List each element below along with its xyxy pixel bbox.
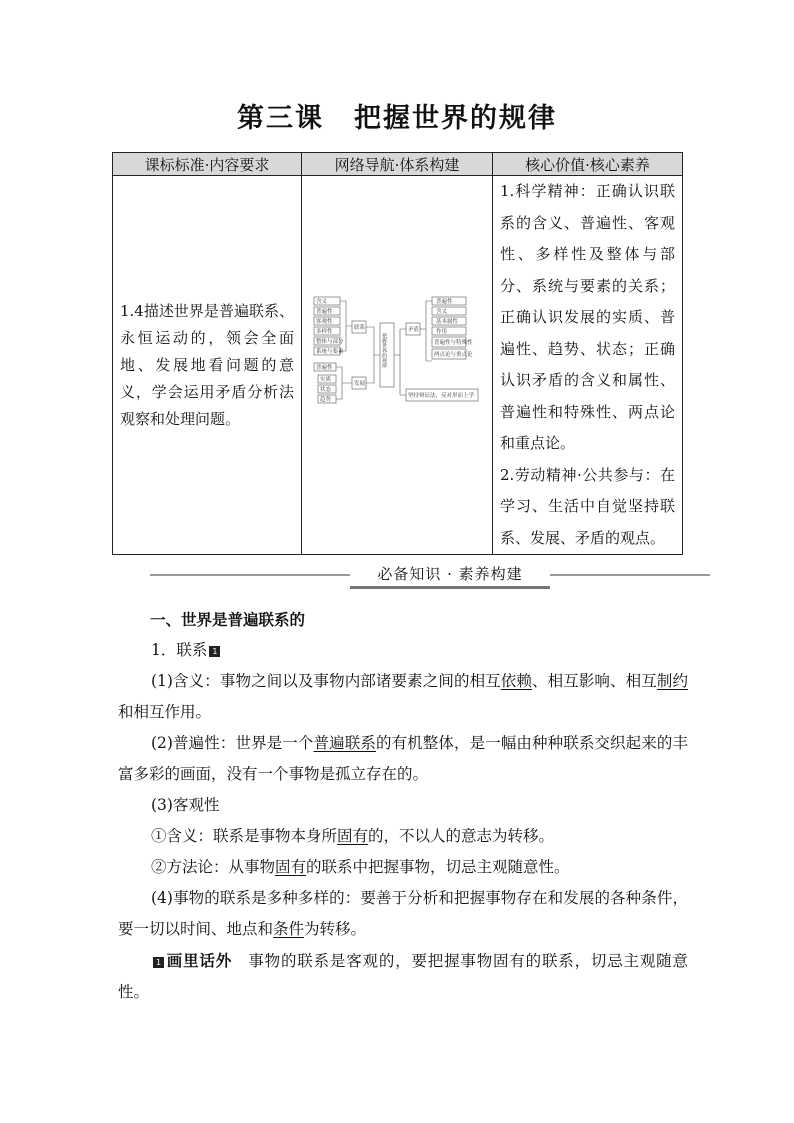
curriculum-table [112, 152, 683, 555]
para-definition [118, 666, 688, 728]
p5-a: ②方法论：从事物 [151, 858, 276, 876]
note-marker-icon: 1 [209, 646, 220, 657]
maodun-item: 含义 [436, 309, 448, 315]
p5-b: 的联系中把握事物，切忌主观随意性。 [306, 858, 570, 876]
section-heading: 一、世界是普遍联系的 [150, 610, 306, 629]
fazhan-item: 状态 [320, 387, 332, 393]
note-paragraph [118, 945, 688, 1008]
p5-u: 固有 [275, 858, 307, 876]
maodun-node: 矛盾 [408, 327, 420, 333]
maodun-item: 普遍性 [436, 299, 453, 305]
para-objectivity-meaning [118, 821, 688, 852]
banner-label: 必备知识 · 素养构建 [350, 562, 550, 589]
lianxi-item: 普遍性 [316, 309, 333, 315]
values-point-2: 2.劳动精神·公共参与：在学习、生活中自觉坚持联系、发展、矛盾的观点。 [500, 465, 675, 547]
section-content [118, 604, 688, 1008]
p1-a: (1)含义：事物之间以及事物内部诸要素之间的相互 [151, 672, 501, 690]
lianxi-node: 联系 [354, 325, 366, 331]
subsection-heading [118, 635, 688, 666]
bottom-box: 坚持辩证法，反对形而上学 [408, 393, 475, 399]
lianxi-item: 客观性 [316, 319, 333, 325]
lianxi-item: 系统与要素 [316, 349, 344, 355]
fazhan-item: 实质 [320, 377, 332, 383]
p1-b: 、相互影响、相互 [532, 672, 657, 690]
fazhan-node: 发展 [354, 381, 366, 387]
lianxi-item: 含义 [316, 299, 328, 305]
lianxi-items [314, 297, 344, 355]
lianxi-item: 多样性 [316, 329, 333, 335]
maodun-item: 基本属性 [436, 319, 459, 325]
sub1-label: 1．联系 [151, 641, 208, 659]
p6-u: 条件 [273, 920, 305, 938]
section-banner [150, 560, 710, 590]
banner-line-right [550, 574, 710, 576]
p6-a: (4)事物的联系是多种多样的：要善于分析和把握事物存在和发展的各种条件，要一切以时间、地点和 [118, 889, 688, 938]
fazhan-items [314, 363, 336, 403]
para-objectivity: (3)客观性 [151, 796, 220, 814]
values-point-1: 1.科学精神：正确认识联系的含义、普遍性、客观性、多样性及整体与部分、系统与要素的关系；正确认识发展的实质、普遍性、趋势、状态；正确认识矛盾的含义和属性、普遍性和特殊性、两点论和重点论。 [500, 182, 675, 452]
p6-b: 为转移。 [304, 920, 367, 938]
maodun-items [432, 297, 473, 359]
center-node: 把握世界的规律 [381, 333, 387, 368]
fazhan-item: 趋势 [320, 397, 332, 403]
page-title [0, 96, 794, 135]
maodun-item: 普遍性与特殊性 [434, 340, 473, 346]
maodun-item: 两点论与重点论 [434, 352, 473, 358]
note-marker-icon: 1 [153, 957, 164, 968]
header-network: 网络导航·体系构建 [302, 153, 493, 176]
p2-u: 普遍联系 [313, 734, 376, 752]
para-diversity [118, 883, 688, 945]
note-label: 画里话外 [166, 951, 233, 970]
p1-u2: 制约 [656, 672, 688, 690]
diagram-cell [302, 176, 493, 555]
values-cell [493, 176, 683, 555]
p4-a: ①含义：联系是事物本身所 [151, 827, 338, 845]
p2-a: (2)普遍性：世界是一个 [151, 734, 314, 752]
title-part1: 第三课 [237, 103, 324, 134]
banner-line-left [150, 574, 350, 576]
para-universality [118, 728, 688, 790]
header-values: 核心价值·核心素养 [493, 153, 683, 176]
title-part2: 把握世界的规律 [354, 103, 557, 134]
p2-b: 的有机整体，是一幅由种种联系交织起来的丰富多彩的画面，没有一个事物是孤立存在的。 [118, 734, 688, 783]
maodun-item: 作用 [436, 329, 448, 335]
requirement-cell: 1.4描述世界是普遍联系、永恒运动的，领会全面地、发展地看问题的意义，学会运用矛盾分析法观察和处理问题。 [113, 176, 302, 555]
lianxi-item: 整体与部分 [316, 339, 344, 345]
p1-c: 和相互作用。 [118, 703, 212, 721]
p4-u: 固有 [337, 827, 369, 845]
p1-u1: 依赖 [500, 672, 532, 690]
note-text: 事物的联系是客观的，要把握事物固有的联系，切忌主观随意性。 [118, 952, 688, 1001]
para-methodology [118, 852, 688, 883]
concept-diagram [312, 295, 482, 435]
fazhan-item: 普遍性 [316, 365, 333, 371]
p4-b: 的，不以人的意志为转移。 [368, 827, 555, 845]
header-requirement: 课标标准·内容要求 [113, 153, 302, 176]
